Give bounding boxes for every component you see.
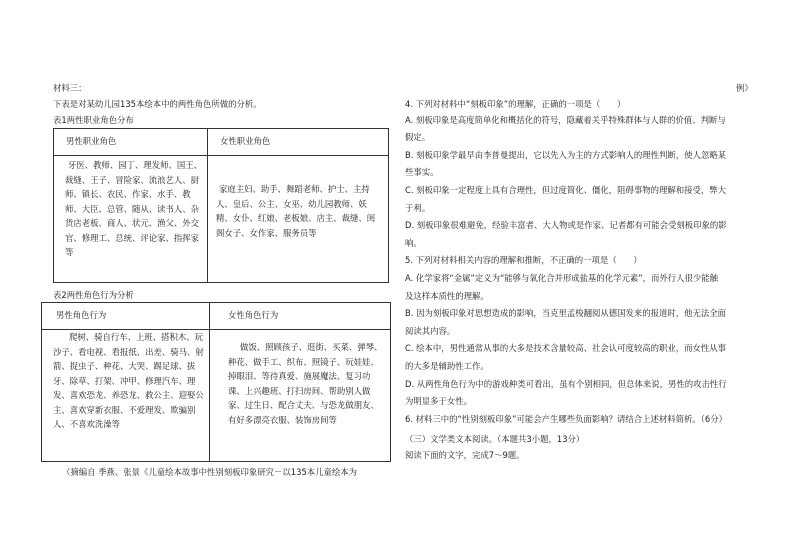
q4-option-c-cont: 于利。 [405,203,431,213]
q5-option-b: B. 因为刻板印象对思想造成的影响，当克里孟梭翻阅从德国发来的报道时，他无法全面 [405,308,726,318]
table1-male-cell: 牙医、教师、园丁、理发师、国王、裁缝、王子、冒险家、流浪艺人、厨师、镇长、农民、作家、水手、教师、大臣、总管、随从、读书人、杂货店老板、商人、状元、渔父、外交官、修理工、总统、评论家、指挥家等 [54,156,208,283]
q4-option-b-cont: 些事实。 [405,167,439,177]
q4-option-d: D. 刻板印象很难避免，经验丰富者、大人物或是作家、记者都有可能会受刻板印象的影 [405,220,727,230]
table2-female-cell: 做饭、照顾孩子、逛街、买菜、弹琴、种花、做手工、织布、照镜子、玩娃娃、掉眼泪、等待真爱、施展魔法、复习功课、上兴趣班、打扫房间、帮助别人做家、过生日、配合丈夫、与恐龙做朋友、有好多漂亮衣服、装饰房间等 [210,330,391,462]
q4-option-b: B. 刻板印象学最早由李普曼提出，它以先入为主的方式影响人的理性判断，使人忽略某 [405,150,726,160]
table1-female-cell: 家庭主妇、助手、舞蹈老师、护士、主持人、皇后、公主、女巫、幼儿园教师、妖精、女仆、红娘、老板娘、店主、裁缝、闺阁女子、女作家、服务员等 [208,156,389,283]
q4-option-c: C. 刻板印象一定程度上具有合理性，但过度简化、僵化，阻碍事物的理解和接受，弊大 [405,185,727,195]
q4-option-d-cont: 响。 [405,238,422,248]
table1-header-male: 男性职业角色 [54,129,208,156]
q5-option-a: A. 化学家将“金属”定义为“能够与氧化合并形成盐基的化学元素”，而外行人很少能触 [405,273,719,283]
q5-option-c-cont: 的大多是辅助性工作。 [405,361,489,371]
q5-option-c: C. 绘本中，男性通常从事的大多是技术含量较高、社会认可度较高的职业，而女性从事 [405,343,727,353]
table2-header-female: 女性角色行为 [210,303,391,330]
q4-option-a-cont: 假定。 [405,132,431,142]
table2-header-male: 男性角色行为 [42,303,210,330]
table1-caption: 表1两性职业角色分布 [53,115,134,125]
table2-male-cell: 爬树、骑自行车、上班、搭积木、玩沙子、看电视、看报纸、出差、骑马、射箭、捉虫子、种花、大哭、踢足球、拔牙、除草、打架、冲甲、修理汽车、理发、喜欢恐龙、养恐龙、救公主、迎娶公主、喜欢穿新衣服、不爱理发、欺骗别人、不喜欢洗澡等 [42,330,210,462]
source-citation: （摘编自 季燕、张景《儿童绘本故事中性别刻板印象研究－以135本儿童绘本为 [62,467,358,477]
table-role-behaviors [41,302,391,462]
continuation-fragment: 例》 [736,83,753,93]
section-3-instruction: 阅读下面的文字，完成7～9题。 [405,450,525,460]
q5-option-a-cont: 及这样本质性的理解。 [405,291,489,301]
q5-option-b-cont: 阅读其内容。 [405,326,456,336]
table2-caption: 表2两性角色行为分析 [53,290,134,300]
q4-option-a: A. 刻板印象是高度简单化和概括化的符号，隐藏着关乎特殊群体与人群的价值、判断与 [405,115,726,125]
table-occupation-roles [53,128,389,283]
material-intro: 下表是对某幼儿园135本绘本中的两性角色所做的分析。 [53,99,262,109]
table1-header-female: 女性职业角色 [208,129,389,156]
material-title: 材料三： [53,83,87,93]
q5-option-d: D. 从两性角色行为中的游戏种类可看出，虽有个别相同，但总体来说，男性的攻击性行 [405,379,727,389]
section-3-heading: （三）文学类文本阅读。（本题共3小题，13分） [405,434,585,444]
question-4: 4. 下列对材料中“刻板印象”的理解，正确的一项是（ ） [405,99,626,109]
question-6: 6. 材料三中的“性别刻板印象”可能会产生哪些负面影响？请结合上述材料简析。（6分） [405,414,727,424]
question-5: 5. 下列对材料相关内容的理解和推断，不正确的一项是（ ） [405,255,642,265]
q5-option-d-cont: 为明显多于女性。 [405,396,472,406]
